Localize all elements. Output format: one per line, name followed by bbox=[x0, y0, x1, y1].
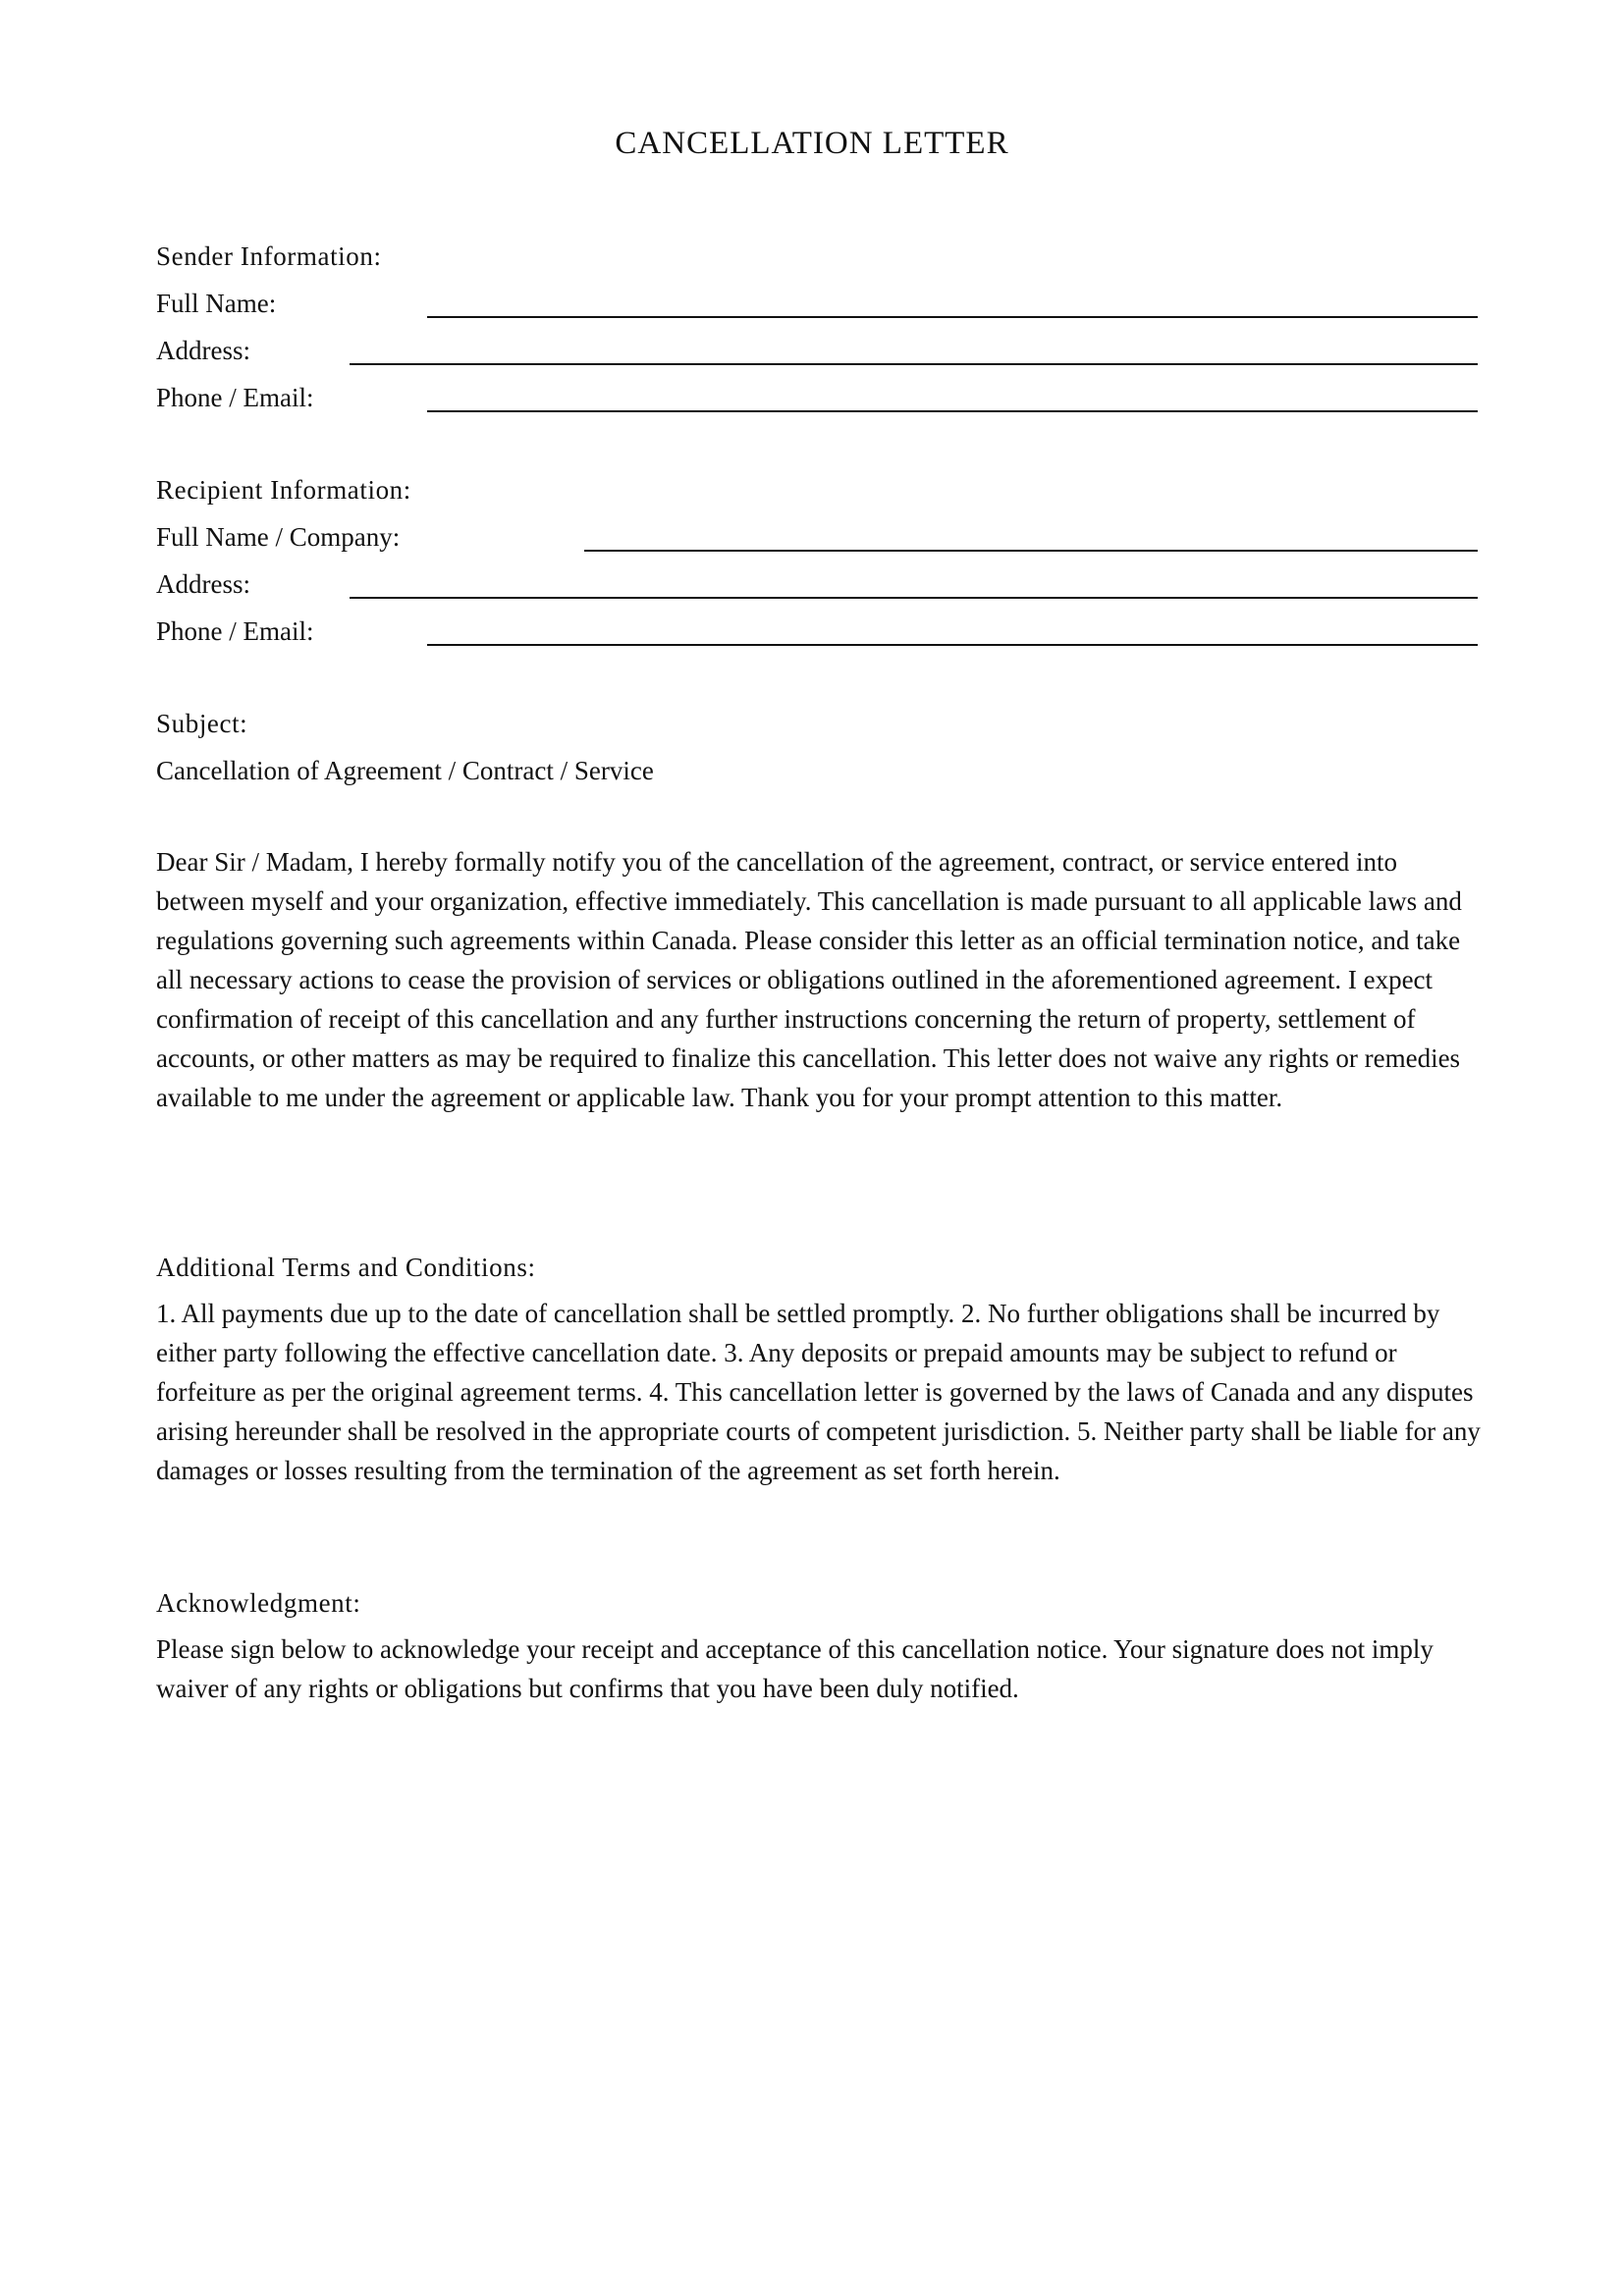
sender-address-field[interactable] bbox=[156, 334, 1478, 373]
recipient-address-label: Address: bbox=[156, 569, 250, 599]
terms-text: 1. All payments due up to the date of cancellation shall be settled promptly. 2. No further obligations shall be incurred by either party following the effective cancellation date. 3. Any deposits or prepaid amounts may be subject to refund or forfeiture as per the original agreement terms. 4. This cancellation letter is governed by the laws of Canada and any disputes arising hereunder shall be resolved in the appropriate courts of competent jurisdiction. 5. Neither party shall be liable for any damages or losses resulting from the termination of the agreement as set forth herein. bbox=[156, 1299, 1481, 1485]
recipient-heading: Recipient Information: bbox=[156, 475, 411, 505]
recipient-phone-email-line[interactable] bbox=[427, 644, 1478, 646]
sender-full-name-line[interactable] bbox=[427, 316, 1478, 318]
recipient-full-name-company-line[interactable] bbox=[584, 550, 1478, 552]
letter-body: Dear Sir / Madam, I hereby formally notify you of the cancellation of the agreement, contract, or service entered into between myself and your organization, effective immediately. This cancellation is made pursuant to all applicable laws and regulations governing such agreements within Canada. Please consider this letter as an official termination notice, and take all necessary actions to cease the provision of services or obligations outlined in the aforementioned agreement. I expect confirmation of receipt of this cancellation and any further instructions concerning the return of property, settlement of accounts, or other matters as may be required to finalize this cancellation. This letter does not waive any rights or remedies available to me under the agreement or applicable law. Thank you for your prompt attention to this matter. bbox=[156, 847, 1462, 1112]
subject-text: Cancellation of Agreement / Contract / Service bbox=[156, 756, 654, 785]
sender-heading: Sender Information: bbox=[156, 241, 382, 271]
sender-phone-email-label: Phone / Email: bbox=[156, 383, 314, 412]
recipient-phone-email-label: Phone / Email: bbox=[156, 616, 314, 646]
recipient-full-name-company-field[interactable] bbox=[156, 520, 1478, 560]
recipient-phone-email-field[interactable] bbox=[156, 614, 1478, 654]
sender-full-name-field[interactable] bbox=[156, 287, 1478, 326]
acknowledgment-heading: Acknowledgment: bbox=[156, 1588, 361, 1618]
terms-heading: Additional Terms and Conditions: bbox=[156, 1253, 536, 1282]
page-title: CANCELLATION LETTER bbox=[615, 126, 1009, 161]
sender-phone-email-line[interactable] bbox=[427, 410, 1478, 412]
sender-address-label: Address: bbox=[156, 336, 250, 365]
sender-address-line[interactable] bbox=[350, 363, 1478, 365]
recipient-address-line[interactable] bbox=[350, 597, 1478, 599]
sender-full-name-label: Full Name: bbox=[156, 289, 277, 318]
subject-heading: Subject: bbox=[156, 709, 248, 738]
recipient-address-field[interactable] bbox=[156, 567, 1478, 607]
recipient-full-name-company-label: Full Name / Company: bbox=[156, 522, 401, 552]
sender-phone-email-field[interactable] bbox=[156, 381, 1478, 420]
acknowledgment-text: Please sign below to acknowledge your receipt and acceptance of this cancellation notice. Your signature does not imply waiver of any rights or obligations but confirms that you have been duly notified. bbox=[156, 1634, 1434, 1703]
